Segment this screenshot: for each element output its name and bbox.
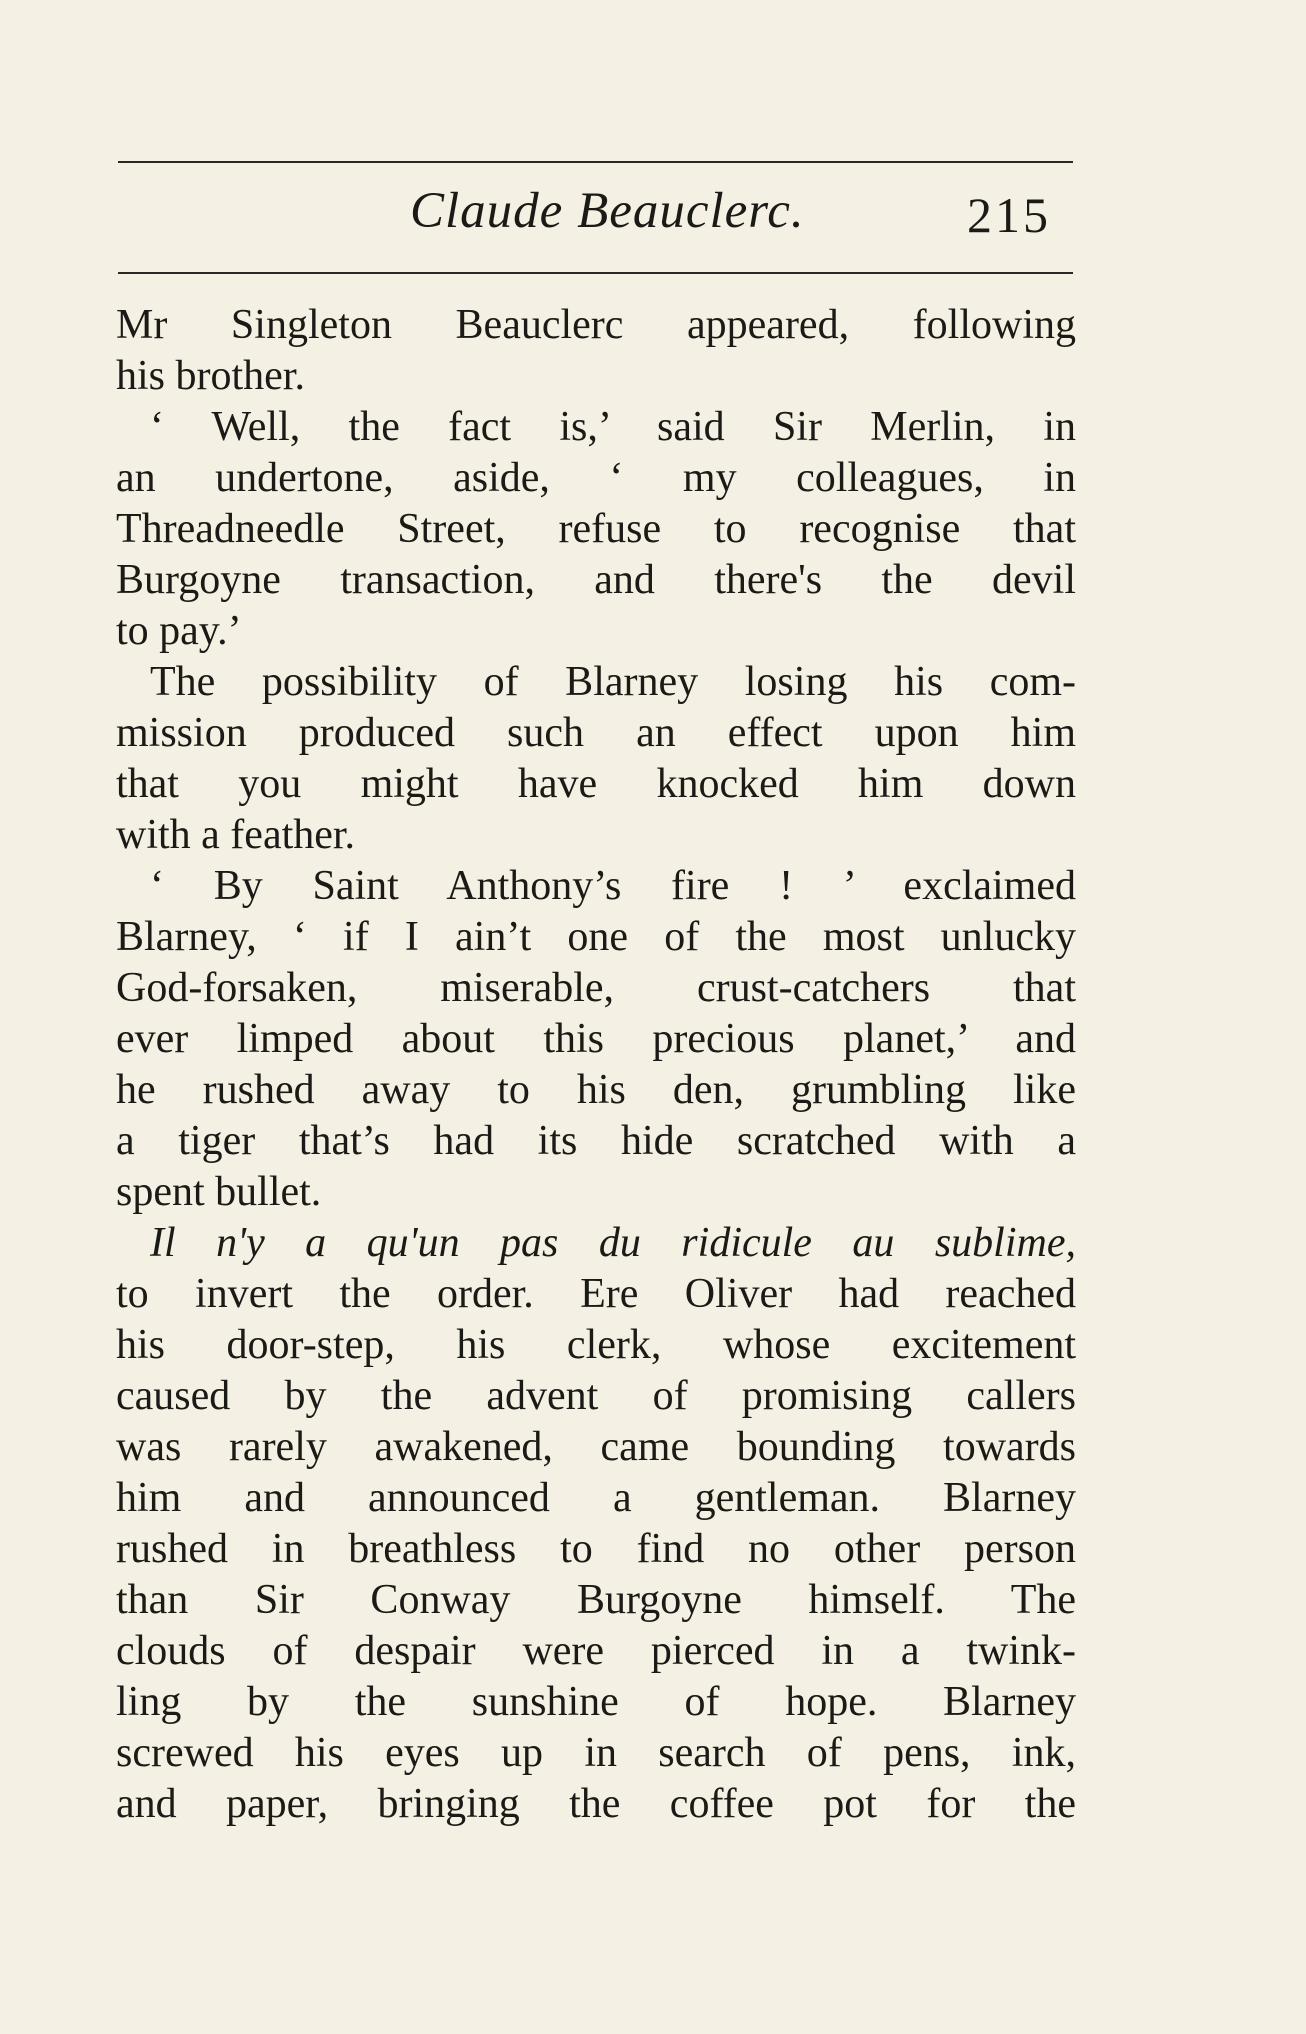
text-line: him and announced a gentleman. Blarney	[116, 1475, 1076, 1521]
text-line: spent bullet.	[116, 1169, 322, 1215]
text-line: his door-step, his clerk, whose excitement	[116, 1322, 1076, 1368]
text-line: was rarely awakened, came bounding towards	[116, 1424, 1076, 1470]
text-line: and paper, bringing the coffee pot for the	[116, 1781, 1076, 1827]
text-line: mission produced such an effect upon him	[116, 710, 1076, 756]
text-line: he rushed away to his den, grumbling like	[116, 1067, 1076, 1113]
running-head	[118, 176, 1073, 256]
running-title: Claude Beauclerc.	[410, 183, 805, 239]
text-line: ever limped about this precious planet,’ and	[116, 1016, 1076, 1062]
text-line: to pay.’	[116, 608, 242, 654]
page-number: 215	[967, 187, 1051, 243]
text-line: screwed his eyes up in search of pens, ink,	[116, 1730, 1076, 1776]
text-line: Il n'y a qu'un pas du ridicule au sublime,	[150, 1220, 1076, 1266]
text-line: an undertone, aside, ‘ my colleagues, in	[116, 455, 1076, 501]
text-line: his brother.	[116, 353, 305, 399]
text-line: to invert the order. Ere Oliver had reached	[116, 1271, 1076, 1317]
text-line: Threadneedle Street, refuse to recognise that	[116, 506, 1076, 552]
text-line: Burgoyne transaction, and there's the devil	[116, 557, 1076, 603]
header-top-rule	[118, 161, 1073, 163]
text-line: that you might have knocked him down	[116, 761, 1076, 807]
text-line: a tiger that’s had its hide scratched with a	[116, 1118, 1076, 1164]
text-line: with a feather.	[116, 812, 356, 858]
text-line: Mr Singleton Beauclerc appeared, following	[116, 302, 1076, 348]
text-line: rushed in breathless to find no other person	[116, 1526, 1076, 1572]
text-line: ‘ By Saint Anthony’s fire ! ’ exclaimed	[150, 863, 1076, 909]
text-line: caused by the advent of promising callers	[116, 1373, 1076, 1419]
body-text	[116, 300, 1076, 1830]
text-line: than Sir Conway Burgoyne himself. The	[116, 1577, 1076, 1623]
text-line: clouds of despair were pierced in a twink-	[116, 1628, 1076, 1674]
text-line: The possibility of Blarney losing his com-	[150, 659, 1076, 705]
text-line: ling by the sunshine of hope. Blarney	[116, 1679, 1076, 1725]
header-bottom-rule	[118, 272, 1073, 274]
text-line: God-forsaken, miserable, crust-catchers that	[116, 965, 1076, 1011]
text-line: ‘ Well, the fact is,’ said Sir Merlin, in	[150, 404, 1076, 450]
text-line: Blarney, ‘ if I ain’t one of the most unlucky	[116, 914, 1076, 960]
